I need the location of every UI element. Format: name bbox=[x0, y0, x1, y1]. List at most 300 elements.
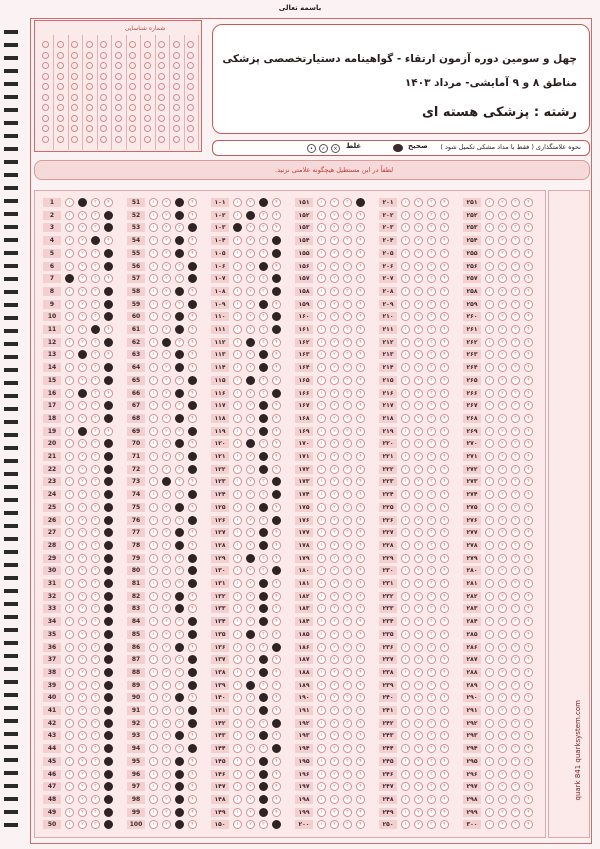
answer-bubble[interactable]: ۳ bbox=[343, 579, 352, 588]
answer-bubble[interactable]: ۱ bbox=[233, 300, 242, 309]
answer-bubble[interactable]: ۳ bbox=[511, 566, 520, 575]
answer-bubble[interactable]: ۱ bbox=[149, 236, 158, 245]
answer-bubble[interactable]: ۲ bbox=[498, 439, 507, 448]
answer-bubble[interactable]: ۳ bbox=[91, 223, 100, 232]
answer-bubble[interactable]: ۲ bbox=[162, 757, 171, 766]
answer-bubble[interactable]: ۱ bbox=[401, 477, 410, 486]
answer-bubble[interactable]: ۱ bbox=[401, 820, 410, 829]
answer-bubble[interactable]: ۱ bbox=[317, 566, 326, 575]
answer-bubble[interactable]: ۲ bbox=[330, 770, 339, 779]
answer-bubble[interactable]: ۱ bbox=[401, 770, 410, 779]
answer-bubble[interactable]: ۱ bbox=[149, 668, 158, 677]
answer-bubble[interactable]: ۴ bbox=[272, 389, 281, 398]
answer-bubble[interactable]: ۴ bbox=[188, 274, 197, 283]
answer-bubble[interactable]: ۱ bbox=[149, 630, 158, 639]
answer-bubble[interactable]: ۴ bbox=[104, 376, 113, 385]
answer-bubble[interactable]: ۱ bbox=[317, 541, 326, 550]
answer-bubble[interactable]: ۴ bbox=[104, 744, 113, 753]
answer-bubble[interactable]: ۴ bbox=[356, 389, 365, 398]
answer-bubble[interactable]: ۴ bbox=[356, 541, 365, 550]
answer-bubble[interactable]: ۳ bbox=[91, 592, 100, 601]
answer-bubble[interactable]: ۲ bbox=[330, 312, 339, 321]
answer-bubble[interactable]: ۱ bbox=[233, 592, 242, 601]
answer-bubble[interactable]: ۲ bbox=[162, 350, 171, 359]
answer-bubble[interactable]: ۴ bbox=[440, 604, 449, 613]
answer-bubble[interactable]: ۱ bbox=[149, 719, 158, 728]
answer-bubble[interactable]: ۱ bbox=[401, 427, 410, 436]
answer-bubble[interactable]: ۲ bbox=[414, 376, 423, 385]
answer-bubble[interactable]: ۴ bbox=[188, 376, 197, 385]
answer-bubble[interactable]: ۱ bbox=[233, 262, 242, 271]
answer-bubble[interactable]: ۴ bbox=[272, 350, 281, 359]
answer-bubble[interactable]: ۱ bbox=[485, 503, 494, 512]
answer-bubble[interactable]: ۳ bbox=[427, 643, 436, 652]
answer-bubble[interactable]: ۱ bbox=[149, 325, 158, 334]
answer-bubble[interactable]: ۳ bbox=[259, 490, 268, 499]
answer-bubble[interactable]: ۳ bbox=[511, 223, 520, 232]
answer-bubble[interactable]: ۴ bbox=[524, 579, 533, 588]
answer-bubble[interactable]: ۲ bbox=[498, 770, 507, 779]
id-digit-bubble[interactable] bbox=[86, 73, 93, 80]
answer-bubble[interactable]: ۱ bbox=[233, 693, 242, 702]
answer-bubble[interactable]: ۴ bbox=[440, 389, 449, 398]
answer-bubble[interactable]: ۳ bbox=[259, 287, 268, 296]
answer-bubble[interactable]: ۲ bbox=[246, 541, 255, 550]
answer-bubble[interactable]: ۳ bbox=[427, 477, 436, 486]
answer-bubble[interactable]: ۳ bbox=[511, 706, 520, 715]
answer-bubble[interactable]: ۴ bbox=[188, 795, 197, 804]
answer-bubble[interactable]: ۴ bbox=[104, 262, 113, 271]
answer-bubble[interactable]: ۳ bbox=[259, 643, 268, 652]
answer-bubble[interactable]: ۲ bbox=[78, 312, 87, 321]
answer-bubble[interactable]: ۳ bbox=[343, 490, 352, 499]
answer-bubble[interactable]: ۳ bbox=[175, 693, 184, 702]
answer-bubble[interactable]: ۳ bbox=[511, 693, 520, 702]
answer-bubble[interactable]: ۱ bbox=[485, 731, 494, 740]
answer-bubble[interactable]: ۲ bbox=[330, 516, 339, 525]
answer-bubble[interactable]: ۱ bbox=[317, 757, 326, 766]
answer-bubble[interactable]: ۱ bbox=[149, 477, 158, 486]
answer-bubble[interactable]: ۴ bbox=[524, 541, 533, 550]
answer-bubble[interactable]: ۲ bbox=[246, 579, 255, 588]
answer-bubble[interactable]: ۳ bbox=[343, 477, 352, 486]
answer-bubble[interactable]: ۴ bbox=[188, 262, 197, 271]
answer-bubble[interactable]: ۱ bbox=[317, 731, 326, 740]
answer-bubble[interactable]: ۳ bbox=[343, 706, 352, 715]
answer-bubble[interactable]: ۱ bbox=[317, 223, 326, 232]
answer-bubble[interactable]: ۱ bbox=[485, 414, 494, 423]
answer-bubble[interactable]: ۳ bbox=[259, 427, 268, 436]
answer-bubble[interactable]: ۱ bbox=[485, 477, 494, 486]
answer-bubble[interactable]: ۴ bbox=[188, 579, 197, 588]
answer-bubble[interactable]: ۱ bbox=[233, 363, 242, 372]
answer-bubble[interactable]: ۳ bbox=[343, 731, 352, 740]
answer-bubble[interactable]: ۲ bbox=[330, 528, 339, 537]
answer-bubble[interactable]: ۲ bbox=[330, 389, 339, 398]
answer-bubble[interactable]: ۴ bbox=[188, 731, 197, 740]
answer-bubble[interactable]: ۲ bbox=[162, 795, 171, 804]
answer-bubble[interactable]: ۳ bbox=[175, 287, 184, 296]
answer-bubble[interactable]: ۱ bbox=[233, 630, 242, 639]
answer-bubble[interactable]: ۳ bbox=[343, 452, 352, 461]
answer-bubble[interactable]: ۳ bbox=[91, 541, 100, 550]
answer-bubble[interactable]: ۲ bbox=[162, 452, 171, 461]
answer-bubble[interactable]: ۴ bbox=[440, 376, 449, 385]
answer-bubble[interactable]: ۲ bbox=[414, 668, 423, 677]
answer-bubble[interactable]: ۲ bbox=[246, 668, 255, 677]
answer-bubble[interactable]: ۲ bbox=[78, 643, 87, 652]
answer-bubble[interactable]: ۲ bbox=[78, 350, 87, 359]
answer-bubble[interactable]: ۳ bbox=[427, 490, 436, 499]
answer-bubble[interactable]: ۱ bbox=[233, 223, 242, 232]
answer-bubble[interactable]: ۳ bbox=[259, 452, 268, 461]
answer-bubble[interactable]: ۱ bbox=[65, 516, 74, 525]
answer-bubble[interactable]: ۱ bbox=[317, 579, 326, 588]
answer-bubble[interactable]: ۲ bbox=[162, 414, 171, 423]
answer-bubble[interactable]: ۴ bbox=[188, 655, 197, 664]
answer-bubble[interactable]: ۲ bbox=[414, 681, 423, 690]
answer-bubble[interactable]: ۴ bbox=[356, 681, 365, 690]
answer-bubble[interactable]: ۴ bbox=[104, 452, 113, 461]
answer-bubble[interactable]: ۴ bbox=[356, 566, 365, 575]
answer-bubble[interactable]: ۴ bbox=[104, 630, 113, 639]
answer-bubble[interactable]: ۲ bbox=[78, 579, 87, 588]
answer-bubble[interactable]: ۲ bbox=[330, 414, 339, 423]
answer-bubble[interactable]: ۱ bbox=[65, 389, 74, 398]
answer-bubble[interactable]: ۱ bbox=[149, 300, 158, 309]
answer-bubble[interactable]: ۱ bbox=[233, 389, 242, 398]
answer-bubble[interactable]: ۴ bbox=[272, 617, 281, 626]
answer-bubble[interactable]: ۴ bbox=[356, 554, 365, 563]
answer-bubble[interactable]: ۴ bbox=[188, 630, 197, 639]
answer-bubble[interactable]: ۱ bbox=[149, 389, 158, 398]
answer-bubble[interactable]: ۳ bbox=[259, 820, 268, 829]
answer-bubble[interactable]: ۲ bbox=[78, 630, 87, 639]
answer-bubble[interactable]: ۱ bbox=[401, 503, 410, 512]
answer-bubble[interactable]: ۴ bbox=[188, 465, 197, 474]
id-digit-bubble[interactable] bbox=[173, 41, 180, 48]
answer-bubble[interactable]: ۱ bbox=[65, 376, 74, 385]
answer-bubble[interactable]: ۲ bbox=[498, 452, 507, 461]
id-digit-bubble[interactable] bbox=[158, 62, 165, 69]
answer-bubble[interactable]: ۴ bbox=[104, 325, 113, 334]
answer-bubble[interactable]: ۳ bbox=[259, 604, 268, 613]
answer-bubble[interactable]: ۱ bbox=[65, 287, 74, 296]
answer-bubble[interactable]: ۴ bbox=[272, 401, 281, 410]
answer-bubble[interactable]: ۳ bbox=[511, 757, 520, 766]
answer-bubble[interactable]: ۴ bbox=[356, 503, 365, 512]
id-digit-bubble[interactable] bbox=[86, 115, 93, 122]
answer-bubble[interactable]: ۱ bbox=[485, 338, 494, 347]
answer-bubble[interactable]: ۱ bbox=[317, 719, 326, 728]
answer-bubble[interactable]: ۱ bbox=[401, 579, 410, 588]
answer-bubble[interactable]: ۴ bbox=[440, 579, 449, 588]
answer-bubble[interactable]: ۱ bbox=[401, 630, 410, 639]
answer-bubble[interactable]: ۳ bbox=[511, 490, 520, 499]
answer-bubble[interactable]: ۴ bbox=[440, 706, 449, 715]
id-digit-bubble[interactable] bbox=[71, 62, 78, 69]
answer-bubble[interactable]: ۴ bbox=[272, 198, 281, 207]
id-digit-bubble[interactable] bbox=[129, 104, 136, 111]
answer-bubble[interactable]: ۳ bbox=[343, 287, 352, 296]
answer-bubble[interactable]: ۳ bbox=[259, 338, 268, 347]
answer-bubble[interactable]: ۲ bbox=[498, 820, 507, 829]
answer-bubble[interactable]: ۴ bbox=[356, 427, 365, 436]
answer-bubble[interactable]: ۴ bbox=[188, 706, 197, 715]
answer-bubble[interactable]: ۱ bbox=[485, 528, 494, 537]
answer-bubble[interactable]: ۲ bbox=[78, 439, 87, 448]
answer-bubble[interactable]: ۱ bbox=[485, 300, 494, 309]
answer-bubble[interactable]: ۴ bbox=[272, 693, 281, 702]
answer-bubble[interactable]: ۱ bbox=[401, 198, 410, 207]
answer-bubble[interactable]: ۱ bbox=[149, 516, 158, 525]
answer-bubble[interactable]: ۱ bbox=[65, 566, 74, 575]
answer-bubble[interactable]: ۳ bbox=[511, 439, 520, 448]
answer-bubble[interactable]: ۴ bbox=[272, 643, 281, 652]
answer-bubble[interactable]: ۴ bbox=[524, 363, 533, 372]
id-digit-bubble[interactable] bbox=[71, 115, 78, 122]
answer-bubble[interactable]: ۴ bbox=[104, 439, 113, 448]
answer-bubble[interactable]: ۱ bbox=[317, 198, 326, 207]
answer-bubble[interactable]: ۱ bbox=[233, 477, 242, 486]
answer-bubble[interactable]: ۳ bbox=[427, 414, 436, 423]
id-digit-bubble[interactable] bbox=[86, 125, 93, 132]
id-digit-bubble[interactable] bbox=[57, 125, 64, 132]
id-digit-bubble[interactable] bbox=[187, 115, 194, 122]
answer-bubble[interactable]: ۴ bbox=[272, 719, 281, 728]
answer-bubble[interactable]: ۱ bbox=[485, 604, 494, 613]
id-number-grid[interactable] bbox=[34, 20, 202, 152]
id-digit-bubble[interactable] bbox=[158, 104, 165, 111]
answer-bubble[interactable]: ۲ bbox=[78, 287, 87, 296]
answer-bubble[interactable]: ۴ bbox=[104, 274, 113, 283]
answer-bubble[interactable]: ۱ bbox=[149, 312, 158, 321]
answer-bubble[interactable]: ۳ bbox=[511, 414, 520, 423]
answer-bubble[interactable]: ۴ bbox=[104, 350, 113, 359]
answer-bubble[interactable]: ۴ bbox=[104, 528, 113, 537]
answer-bubble[interactable]: ۲ bbox=[498, 490, 507, 499]
answer-bubble[interactable]: ۳ bbox=[259, 401, 268, 410]
id-digit-bubble[interactable] bbox=[173, 52, 180, 59]
answer-bubble[interactable]: ۳ bbox=[91, 211, 100, 220]
answer-bubble[interactable]: ۳ bbox=[511, 795, 520, 804]
answer-bubble[interactable]: ۲ bbox=[498, 782, 507, 791]
answer-bubble[interactable]: ۱ bbox=[317, 312, 326, 321]
answer-bubble[interactable]: ۱ bbox=[485, 439, 494, 448]
answer-bubble[interactable]: ۲ bbox=[246, 274, 255, 283]
answer-bubble[interactable]: ۱ bbox=[401, 693, 410, 702]
answer-bubble[interactable]: ۲ bbox=[330, 236, 339, 245]
id-digit-bubble[interactable] bbox=[100, 94, 107, 101]
answer-bubble[interactable]: ۲ bbox=[498, 706, 507, 715]
answer-bubble[interactable]: ۱ bbox=[149, 439, 158, 448]
id-digit-bubble[interactable] bbox=[100, 83, 107, 90]
answer-bubble[interactable]: ۳ bbox=[175, 363, 184, 372]
answer-bubble[interactable]: ۳ bbox=[427, 757, 436, 766]
answer-bubble[interactable]: ۱ bbox=[233, 312, 242, 321]
answer-bubble[interactable]: ۳ bbox=[343, 325, 352, 334]
id-digit-bubble[interactable] bbox=[71, 104, 78, 111]
answer-bubble[interactable]: ۱ bbox=[65, 363, 74, 372]
answer-bubble[interactable]: ۲ bbox=[498, 541, 507, 550]
answer-bubble[interactable]: ۱ bbox=[401, 376, 410, 385]
answer-bubble[interactable]: ۲ bbox=[162, 223, 171, 232]
answer-bubble[interactable]: ۲ bbox=[162, 617, 171, 626]
answer-bubble[interactable]: ۲ bbox=[330, 439, 339, 448]
answer-bubble[interactable]: ۱ bbox=[401, 528, 410, 537]
id-digit-bubble[interactable] bbox=[71, 83, 78, 90]
answer-bubble[interactable]: ۴ bbox=[356, 731, 365, 740]
answer-bubble[interactable]: ۴ bbox=[104, 211, 113, 220]
answer-bubble[interactable]: ۴ bbox=[272, 274, 281, 283]
answer-bubble[interactable]: ۴ bbox=[524, 338, 533, 347]
answer-bubble[interactable]: ۲ bbox=[330, 643, 339, 652]
answer-bubble[interactable]: ۲ bbox=[246, 643, 255, 652]
answer-bubble[interactable]: ۳ bbox=[427, 376, 436, 385]
id-digit-bubble[interactable] bbox=[42, 115, 49, 122]
answer-bubble[interactable]: ۳ bbox=[91, 744, 100, 753]
answer-bubble[interactable]: ۴ bbox=[272, 592, 281, 601]
answer-bubble[interactable]: ۲ bbox=[78, 731, 87, 740]
answer-bubble[interactable]: ۲ bbox=[246, 706, 255, 715]
answer-bubble[interactable]: ۴ bbox=[440, 770, 449, 779]
answer-bubble[interactable]: ۱ bbox=[401, 516, 410, 525]
answer-bubble[interactable]: ۱ bbox=[65, 808, 74, 817]
answer-bubble[interactable]: ۳ bbox=[91, 808, 100, 817]
answer-bubble[interactable]: ۳ bbox=[91, 719, 100, 728]
answer-bubble[interactable]: ۱ bbox=[401, 211, 410, 220]
answer-bubble[interactable]: ۳ bbox=[427, 592, 436, 601]
answer-bubble[interactable]: ۳ bbox=[511, 541, 520, 550]
answer-bubble[interactable]: ۱ bbox=[401, 452, 410, 461]
id-digit-bubble[interactable] bbox=[100, 125, 107, 132]
id-digit-bubble[interactable] bbox=[115, 94, 122, 101]
answer-bubble[interactable]: ۴ bbox=[104, 782, 113, 791]
answer-bubble[interactable]: ۳ bbox=[259, 757, 268, 766]
answer-bubble[interactable]: ۴ bbox=[524, 223, 533, 232]
answer-bubble[interactable]: ۱ bbox=[65, 617, 74, 626]
answer-bubble[interactable]: ۳ bbox=[259, 465, 268, 474]
answer-bubble[interactable]: ۲ bbox=[246, 414, 255, 423]
answer-bubble[interactable]: ۴ bbox=[524, 262, 533, 271]
answer-bubble[interactable]: ۱ bbox=[65, 655, 74, 664]
answer-bubble[interactable]: ۲ bbox=[330, 630, 339, 639]
answer-bubble[interactable]: ۳ bbox=[427, 312, 436, 321]
answer-bubble[interactable]: ۲ bbox=[246, 655, 255, 664]
answer-bubble[interactable]: ۱ bbox=[485, 706, 494, 715]
answer-bubble[interactable]: ۴ bbox=[272, 376, 281, 385]
answer-bubble[interactable]: ۱ bbox=[233, 744, 242, 753]
answer-bubble[interactable]: ۱ bbox=[65, 249, 74, 258]
answer-bubble[interactable]: ۱ bbox=[401, 262, 410, 271]
answer-bubble[interactable]: ۴ bbox=[188, 617, 197, 626]
answer-bubble[interactable]: ۳ bbox=[427, 579, 436, 588]
answer-bubble[interactable]: ۲ bbox=[498, 503, 507, 512]
answer-bubble[interactable]: ۲ bbox=[414, 477, 423, 486]
answer-bubble[interactable]: ۳ bbox=[427, 274, 436, 283]
answer-bubble[interactable]: ۲ bbox=[498, 693, 507, 702]
answer-bubble[interactable]: ۳ bbox=[511, 427, 520, 436]
answer-bubble[interactable]: ۴ bbox=[440, 693, 449, 702]
answer-bubble[interactable]: ۳ bbox=[175, 223, 184, 232]
answer-bubble[interactable]: ۴ bbox=[356, 325, 365, 334]
answer-bubble[interactable]: ۳ bbox=[343, 604, 352, 613]
id-digit-bubble[interactable] bbox=[129, 115, 136, 122]
answer-bubble[interactable]: ۳ bbox=[91, 757, 100, 766]
answer-bubble[interactable]: ۲ bbox=[414, 427, 423, 436]
answer-bubble[interactable]: ۴ bbox=[356, 643, 365, 652]
answer-bubble[interactable]: ۱ bbox=[485, 782, 494, 791]
answer-bubble[interactable]: ۴ bbox=[440, 719, 449, 728]
answer-bubble[interactable]: ۳ bbox=[511, 604, 520, 613]
answer-bubble[interactable]: ۳ bbox=[511, 554, 520, 563]
answer-bubble[interactable]: ۲ bbox=[162, 643, 171, 652]
answer-bubble[interactable]: ۱ bbox=[233, 706, 242, 715]
answer-bubble[interactable]: ۳ bbox=[427, 820, 436, 829]
answer-bubble[interactable]: ۴ bbox=[524, 490, 533, 499]
answer-bubble[interactable]: ۳ bbox=[511, 516, 520, 525]
answer-bubble[interactable]: ۱ bbox=[233, 427, 242, 436]
answer-bubble[interactable]: ۲ bbox=[78, 528, 87, 537]
answer-bubble[interactable]: ۴ bbox=[440, 541, 449, 550]
answer-bubble[interactable]: ۳ bbox=[343, 630, 352, 639]
answer-bubble[interactable]: ۲ bbox=[246, 249, 255, 258]
answer-bubble[interactable]: ۴ bbox=[188, 808, 197, 817]
answer-bubble[interactable]: ۲ bbox=[162, 236, 171, 245]
answer-bubble[interactable]: ۳ bbox=[91, 427, 100, 436]
answer-bubble[interactable]: ۲ bbox=[78, 554, 87, 563]
id-digit-bubble[interactable] bbox=[42, 125, 49, 132]
answer-bubble[interactable]: ۱ bbox=[233, 274, 242, 283]
answer-bubble[interactable]: ۴ bbox=[188, 389, 197, 398]
id-digit-bubble[interactable] bbox=[115, 41, 122, 48]
id-digit-bubble[interactable] bbox=[42, 83, 49, 90]
answer-bubble[interactable]: ۴ bbox=[440, 554, 449, 563]
answer-bubble[interactable]: ۲ bbox=[246, 338, 255, 347]
answer-bubble[interactable]: ۱ bbox=[317, 516, 326, 525]
answer-bubble[interactable]: ۱ bbox=[485, 795, 494, 804]
answer-bubble[interactable]: ۲ bbox=[414, 820, 423, 829]
answer-bubble[interactable]: ۱ bbox=[233, 604, 242, 613]
answer-bubble[interactable]: ۳ bbox=[427, 223, 436, 232]
id-digit-bubble[interactable] bbox=[173, 115, 180, 122]
answer-bubble[interactable]: ۲ bbox=[414, 579, 423, 588]
answer-bubble[interactable]: ۴ bbox=[188, 414, 197, 423]
answer-bubble[interactable]: ۱ bbox=[317, 414, 326, 423]
answer-bubble[interactable]: ۴ bbox=[188, 312, 197, 321]
answer-bubble[interactable]: ۴ bbox=[440, 668, 449, 677]
id-digit-bubble[interactable] bbox=[115, 73, 122, 80]
answer-bubble[interactable]: ۱ bbox=[149, 452, 158, 461]
id-digit-bubble[interactable] bbox=[115, 104, 122, 111]
answer-bubble[interactable]: ۳ bbox=[259, 630, 268, 639]
answer-bubble[interactable]: ۳ bbox=[343, 592, 352, 601]
answer-bubble[interactable]: ۲ bbox=[414, 719, 423, 728]
answer-bubble[interactable]: ۳ bbox=[259, 795, 268, 804]
answer-bubble[interactable]: ۲ bbox=[162, 516, 171, 525]
answer-bubble[interactable]: ۴ bbox=[272, 414, 281, 423]
answer-bubble[interactable]: ۲ bbox=[78, 338, 87, 347]
answer-bubble[interactable]: ۳ bbox=[343, 757, 352, 766]
answer-bubble[interactable]: ۳ bbox=[175, 782, 184, 791]
answer-bubble[interactable]: ۲ bbox=[498, 262, 507, 271]
id-digit-bubble[interactable] bbox=[144, 94, 151, 101]
answer-bubble[interactable]: ۱ bbox=[485, 554, 494, 563]
answer-bubble[interactable]: ۳ bbox=[91, 617, 100, 626]
id-digit-bubble[interactable] bbox=[158, 125, 165, 132]
answer-bubble[interactable]: ۲ bbox=[78, 604, 87, 613]
answer-bubble[interactable]: ۳ bbox=[427, 719, 436, 728]
